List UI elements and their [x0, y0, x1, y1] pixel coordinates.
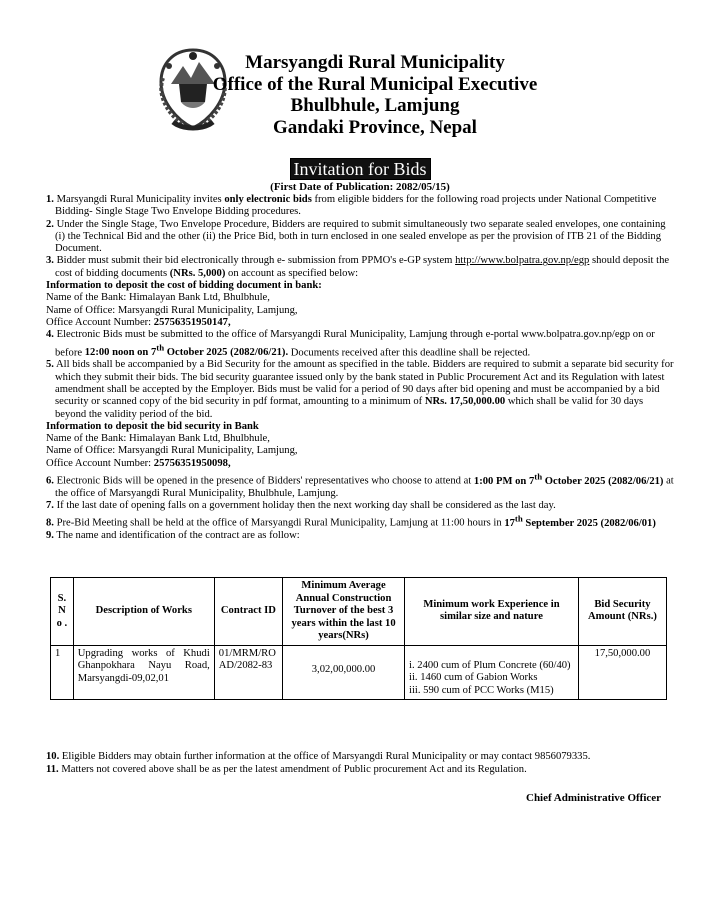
clause-text: Eligible Bidders may obtain further information at the office of Marsyangdi Rural Municipality or may contact 9856079335. [61, 751, 591, 762]
clause-4 [46, 329, 676, 359]
table-header-row [51, 578, 667, 646]
deadline-time: 12:00 noon on 7 [84, 347, 157, 359]
bid-security-amount: NRs. 17,50,000.00 [424, 396, 506, 408]
clause-text: All bids shall be accompanied by a Bid Security for the amount as specified in the table. Bidders are required to submit a separate bid security for which they submit their bids. The bid security guarantee issued only by the bank stated in Public Procurement Act and its Regulation with latest amendment shall be accepted by the Employer. Bids must be valid for a period of 90 days after bid opening and must be accompanied by a bid security or scanned copy of the bid security in pdf format, amounting to a minimum of [55, 359, 674, 408]
clause-1 [46, 194, 676, 219]
province-name: Gandaki Province, Nepal [273, 116, 477, 138]
prebid-date [504, 513, 656, 530]
clause-text: should deposit the cost of bidding documents [55, 255, 670, 279]
notice-title-text: Invitation for Bids [290, 158, 431, 180]
clause-5 [46, 359, 676, 420]
cell-experience [405, 645, 579, 700]
notice-title [0, 158, 703, 180]
opening-time [473, 471, 664, 487]
ordinal-suffix: th [514, 513, 523, 524]
clause-number: 4. [46, 329, 54, 341]
bid-security-heading [46, 421, 676, 433]
clause-9 [46, 530, 676, 542]
clause-number: 6. [46, 475, 54, 487]
ordinal-suffix: th [534, 471, 543, 482]
doc-fee-heading [46, 280, 676, 292]
clause-text: Documents received after this deadline shall be rejected. [290, 347, 531, 359]
clause-number: 3. [46, 255, 54, 267]
egp-portal-link[interactable]: http://www.bolpatra.gov.np/egp [455, 255, 590, 267]
clause-text: from eligible bidders for the following road projects under National Competitive Bidding- Single Stage Two Envelope Bidding procedures. [55, 194, 657, 218]
opening-date: October 2025 (2082/06/21) [544, 475, 664, 487]
account-label: Office Account Number: [46, 316, 152, 328]
clause-text: The name and identification of the contract are as follow: [56, 530, 300, 542]
cell-turnover: 3,02,00,000.00 [283, 645, 405, 700]
deadline-date: October 2025 (2082/06/21). [166, 347, 289, 359]
clause-text: on account as specified below: [228, 267, 359, 279]
submission-deadline [84, 342, 289, 359]
cell-security: 17,50,000.00 [578, 645, 666, 700]
account-number: 25756351950098, [153, 457, 231, 469]
header-experience: Minimum work Experience in similar size and nature [405, 578, 579, 646]
clause-text: Pre-Bid Meeting shall be held at the office of Marsyangdi Rural Municipality, Lamjung at 11:00 hours in [56, 518, 502, 530]
clause-6 [46, 470, 676, 500]
clause-10 [46, 751, 676, 764]
bid-security-account [46, 458, 676, 470]
clause-2 [46, 219, 676, 256]
cell-description: Upgrading works of Khudi Ghanpokhara Nayu Road, Marsyangdi-09,02,01 [73, 645, 214, 700]
office-header [190, 52, 560, 138]
clause-7 [46, 500, 676, 512]
clause-3 [46, 255, 676, 280]
notice-body [46, 194, 676, 543]
prebid-day: 17 [504, 518, 515, 530]
opening-hour: 1:00 PM on 7 [473, 475, 535, 487]
clause-number: 10. [46, 751, 60, 762]
prebid-month-year: September 2025 (2082/06/01) [525, 518, 656, 530]
clause-11 [46, 764, 676, 777]
ordinal-suffix: th [156, 342, 165, 353]
clause-text: Marsyangdi Rural Municipality invites [56, 194, 222, 205]
header-contract-id: Contract ID [214, 578, 282, 646]
clause-text: Electronic Bids will be opened in the presence of Bidders' representatives who choose to attend at [56, 475, 472, 487]
header-description: Description of Works [73, 578, 214, 646]
cell-contract-id: 01/MRM/ROAD/2082-83 [214, 645, 282, 700]
account-number: 25756351950147, [153, 316, 231, 328]
clause-text: at the office of Marsyangdi Rural Municipality, Bhulbhule, Lamjung. [55, 475, 674, 499]
clause-text: which shall be valid for 30 days beyond the validity period of the bid. [55, 396, 644, 420]
experience-item: i. 2400 cum of Plum Concrete (60/40) [409, 659, 571, 671]
notice-footer [46, 751, 676, 776]
clause-number: 5. [46, 359, 54, 371]
clause-text: Electronic Bids must be submitted to the office of Marsyangdi Rural Municipality, Lamjung through e-portal www.bolpatra.gov.np/egp on or before [55, 329, 655, 359]
clause-8 [46, 512, 676, 530]
table-row [51, 645, 667, 700]
clause-text: Bidder must submit their bid electronically through e- submission from PPMO's e-GP system [56, 255, 453, 267]
experience-item: ii. 1460 cum of Gabion Works [409, 672, 538, 683]
clause-text: Matters not covered above shall be as per the latest amendment of Public procurement Act and its Regulation. [61, 763, 527, 775]
clause-number: 11. [46, 763, 59, 775]
contract-table [50, 577, 667, 700]
clause-number: 1. [46, 194, 54, 205]
heading-text: Information to deposit the bid security in Bank [46, 420, 259, 432]
clause-text: If the last date of opening falls on a government holiday then the next working day shall be considered as the last day. [56, 500, 556, 512]
publication-date: (First Date of Publication: 2082/05/15) [270, 181, 450, 193]
clause-emphasis: only electronic bids [224, 194, 312, 205]
office-name: Office of the Rural Municipal Executive [212, 73, 538, 95]
doc-fee-bank: Name of the Bank: Himalayan Bank Ltd, Bhulbhule, [46, 292, 270, 304]
doc-fee-account [46, 317, 676, 329]
signatory-title: Chief Administrative Officer [526, 792, 662, 804]
experience-item: iii. 590 cum of PCC Works (M15) [409, 684, 554, 696]
header-turnover: Minimum Average Annual Construction Turnover of the best 3 years within the last 10 years(NRs) [283, 578, 405, 646]
heading-text: Information to deposit the cost of bidding document in bank: [46, 280, 322, 292]
header-sn: S. N o . [51, 578, 74, 646]
office-location: Bhulbhule, Lamjung [290, 95, 460, 116]
clause-number: 8. [46, 518, 54, 530]
doc-fee-office: Name of Office: Marsyangdi Rural Municipality, Lamjung, [46, 304, 298, 316]
clause-number: 2. [46, 218, 54, 230]
municipality-name: Marsyangdi Rural Municipality [245, 52, 505, 73]
account-label: Office Account Number: [46, 457, 152, 469]
bid-security-bank: Name of the Bank: Himalayan Bank Ltd, Bhulbhule, [46, 433, 270, 445]
header-security: Bid Security Amount (NRs.) [578, 578, 666, 646]
cell-sn: 1 [51, 645, 74, 700]
document-fee: (NRs. 5,000) [169, 267, 226, 279]
clause-number: 7. [46, 500, 54, 512]
clause-text: Under the Single Stage, Two Envelope Procedure, Bidders are required to submit simultaneously two separate sealed envelopes, one containing (i) the Technical Bid and the other (ii) the Price Bid, both in turn enclosed in one sealed envelope as per the provision of ITB 21 of the Bidding Document. [55, 218, 666, 255]
clause-number: 9. [46, 530, 54, 542]
bid-security-office: Name of Office: Marsyangdi Rural Municipality, Lamjung, [46, 445, 298, 457]
